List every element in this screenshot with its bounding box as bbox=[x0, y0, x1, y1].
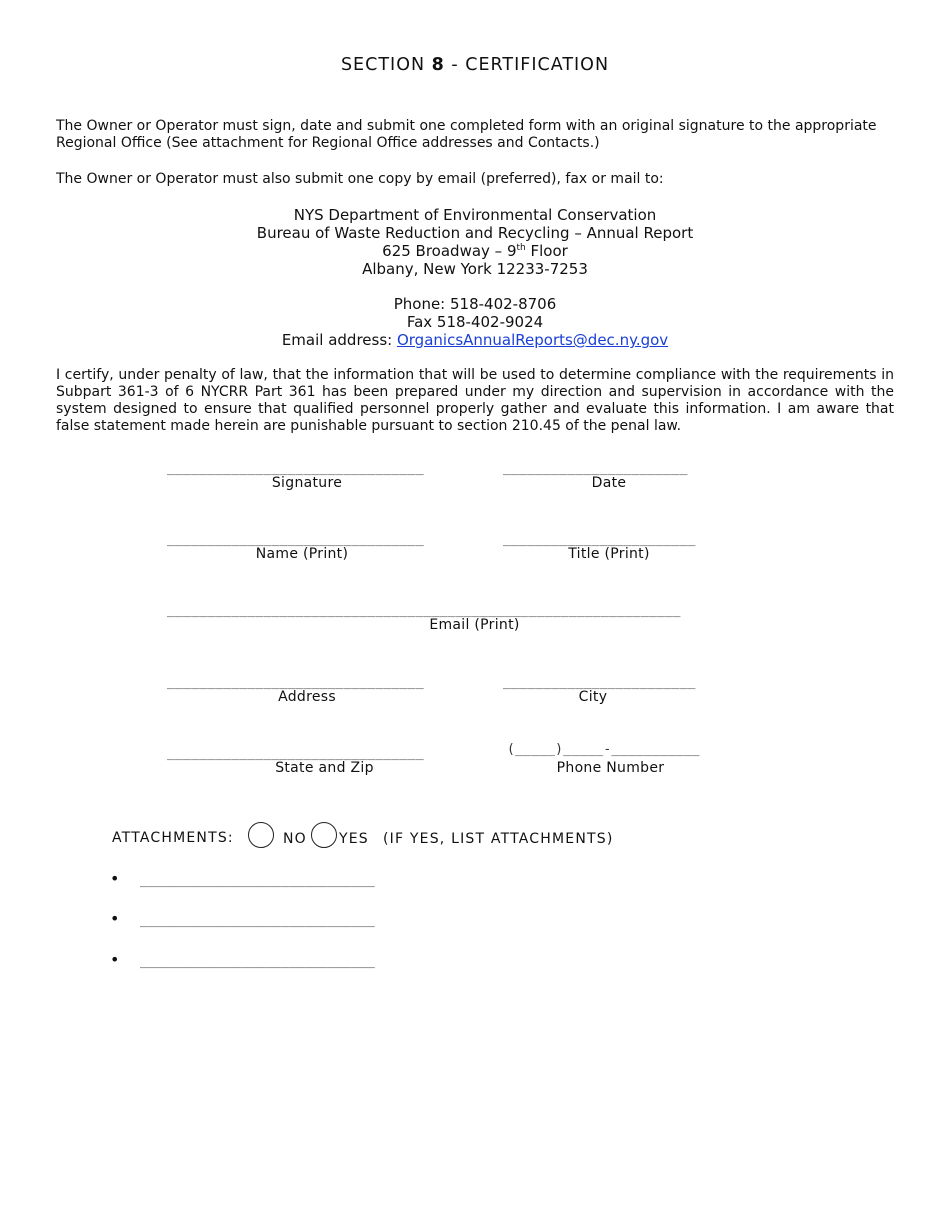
phone-line[interactable]: (_____)_____-___________ bbox=[507, 742, 700, 757]
page-title: SECTION 8 - CERTIFICATION bbox=[340, 55, 610, 75]
yes-label: YES bbox=[339, 831, 369, 847]
address-label: Address bbox=[278, 689, 336, 705]
no-radio[interactable] bbox=[248, 822, 274, 848]
title-label: Title (Print) bbox=[568, 546, 650, 562]
address-line-1: NYS Department of Environmental Conservation bbox=[293, 206, 657, 224]
attachment-line-3[interactable]: ______________________________ bbox=[140, 954, 375, 969]
state-zip-label: State and Zip bbox=[275, 760, 374, 776]
attachment-line-1[interactable]: ______________________________ bbox=[140, 873, 375, 888]
certification-statement: I certify, under penalty of law, that the information that will be used to determine compliance with the requirements in Subpart 361-3 of 6 NYCRR Part 361 has been prepared under my direction and supervision in accordance with the system designed to ensure that qualified personnel properly gather and evaluate this information. I am aware that false statement made herein are punishable pursuant to section 210.45 of the penal law. bbox=[56, 367, 894, 434]
city-line[interactable]: ________________________ bbox=[503, 675, 696, 690]
address-line-4: Albany, New York 12233-7253 bbox=[362, 260, 588, 278]
address-line-3: 625 Broadway – 9th Floor bbox=[382, 242, 568, 260]
state-zip-line[interactable]: ________________________________ bbox=[167, 746, 424, 761]
intro-paragraph-1: The Owner or Operator must sign, date and submit one completed form with an original signature to the appropriate Regional Office (See attachment for Regional Office addresses and Contacts.) bbox=[56, 118, 877, 151]
signature-label: Signature bbox=[271, 475, 343, 491]
name-label: Name (Print) bbox=[255, 546, 349, 562]
email-print-line[interactable]: ________________________________________________________________ bbox=[167, 603, 681, 618]
mailing-address bbox=[0, 206, 950, 349]
bullet-1: • bbox=[110, 869, 120, 888]
address-line[interactable]: ________________________________ bbox=[167, 675, 424, 690]
no-label: NO bbox=[283, 831, 307, 847]
address-line-2: Bureau of Waste Reduction and Recycling – Annual Report bbox=[256, 224, 694, 242]
section-number: 8 bbox=[431, 55, 445, 75]
attachments-label: ATTACHMENTS: bbox=[112, 830, 234, 846]
signature-line[interactable]: ________________________________ bbox=[167, 461, 424, 476]
attachment-line-2[interactable]: ______________________________ bbox=[140, 913, 375, 928]
attachments-row bbox=[112, 830, 234, 846]
email-link[interactable]: OrganicsAnnualReports@dec.ny.gov bbox=[396, 331, 669, 349]
date-line[interactable]: _______________________ bbox=[503, 461, 688, 476]
city-label: City bbox=[578, 689, 608, 705]
email-line: Email address: OrganicsAnnualReports@dec.ny.gov bbox=[281, 331, 669, 349]
title-line[interactable]: ________________________ bbox=[503, 532, 696, 547]
name-line[interactable]: ________________________________ bbox=[167, 532, 424, 547]
yes-radio[interactable] bbox=[311, 822, 337, 848]
attachments-note: (IF YES, LIST ATTACHMENTS) bbox=[383, 831, 614, 847]
phone-number-text: Phone: 518-402-8706 bbox=[393, 295, 557, 313]
bullet-3: • bbox=[110, 950, 120, 969]
phone-label: Phone Number bbox=[556, 760, 665, 776]
bullet-2: • bbox=[110, 909, 120, 928]
fax-number-text: Fax 518-402-9024 bbox=[406, 313, 544, 331]
email-print-label: Email (Print) bbox=[429, 617, 520, 633]
intro-paragraph-2: The Owner or Operator must also submit one copy by email (preferred), fax or mail to: bbox=[56, 171, 664, 187]
date-label: Date bbox=[591, 475, 627, 491]
